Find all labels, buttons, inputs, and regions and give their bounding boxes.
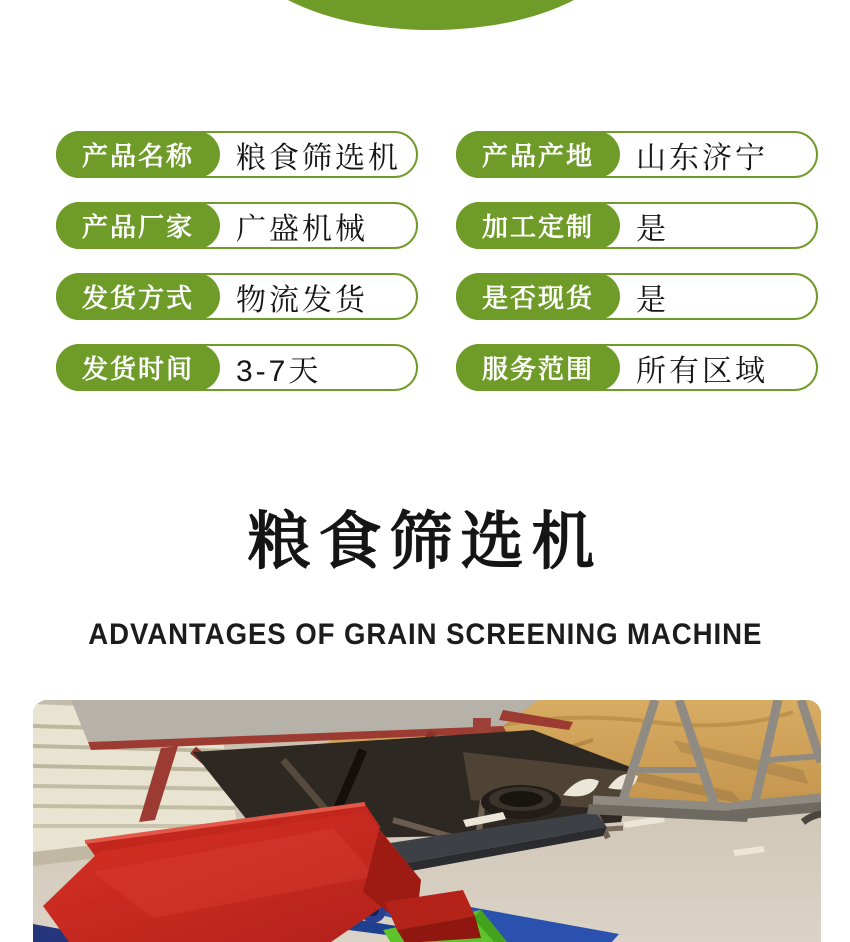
spec-value: 是 — [456, 273, 818, 320]
spec-value: 粮食筛选机 — [56, 131, 418, 178]
spec-row-service-area — [456, 344, 818, 391]
product-photo-illustration — [33, 700, 821, 942]
spec-label: 发货时间 — [56, 344, 220, 391]
spec-label: 服务范围 — [456, 344, 620, 391]
top-arc-decoration — [240, 0, 622, 30]
spec-label: 产品名称 — [56, 131, 220, 178]
section-title-en-text: ADVANTAGES OF GRAIN SCREENING MACHINE — [88, 618, 762, 651]
spec-value: 物流发货 — [56, 273, 418, 320]
spec-row-customization — [456, 202, 818, 249]
section-title-cn: 粮食筛选机 — [247, 507, 603, 577]
spec-label: 产品产地 — [456, 131, 620, 178]
spec-row-product-name — [56, 131, 418, 178]
spec-value: 是 — [456, 202, 818, 249]
photo-black-pot — [481, 785, 561, 819]
spec-label: 产品厂家 — [56, 202, 220, 249]
spec-label: 加工定制 — [456, 202, 620, 249]
product-photo — [33, 700, 821, 942]
spec-value: 广盛机械 — [56, 202, 418, 249]
spec-value: 所有区域 — [456, 344, 818, 391]
spec-row-manufacturer — [56, 202, 418, 249]
section-title-en — [0, 614, 850, 656]
spec-row-in-stock — [456, 273, 818, 320]
spec-label: 是否现货 — [456, 273, 620, 320]
spec-value: 3-7天 — [56, 344, 418, 391]
spec-label: 发货方式 — [56, 273, 220, 320]
spec-row-delivery-time — [56, 344, 418, 391]
spec-row-shipping-method — [56, 273, 418, 320]
spec-value: 山东济宁 — [456, 131, 818, 178]
spec-row-origin — [456, 131, 818, 178]
spec-table — [56, 131, 818, 391]
